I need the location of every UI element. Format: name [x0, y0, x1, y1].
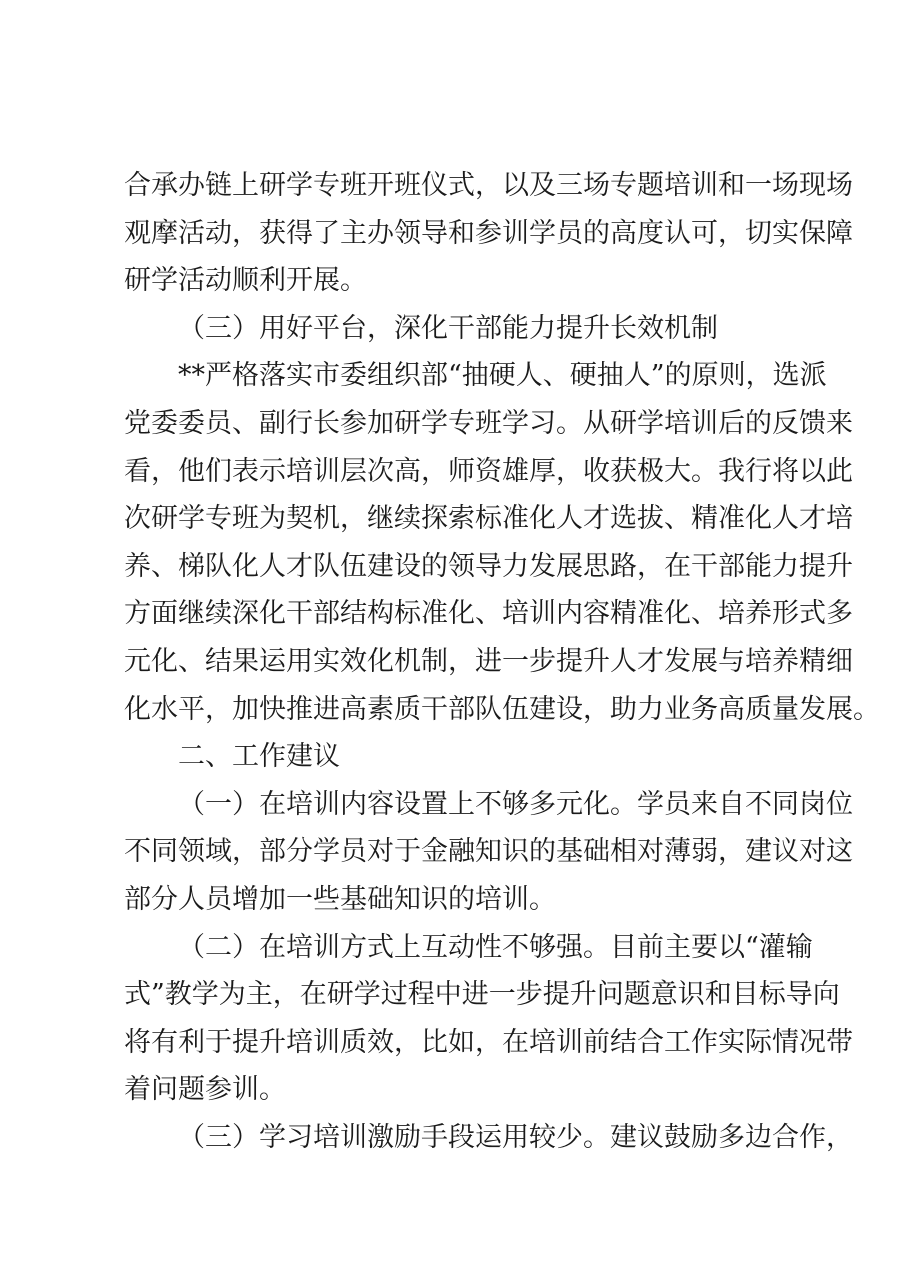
paragraph-line: 式”教学为主，在研学过程中进一步提升问题意识和目标导向 [124, 979, 840, 1011]
section-heading: 二、工作建议 [178, 741, 340, 773]
paragraph-line: （二）在培训方式上互动性不够强。目前主要以“灌输 [178, 931, 813, 963]
paragraph-line: 党委委员、副行长参加研学专班学习。从研学培训后的反馈来 [124, 407, 853, 439]
paragraph-line: 将有利于提升培训质效，比如，在培训前结合工作实际情况带 [124, 1026, 853, 1058]
paragraph-line: 次研学专班为契机，继续探索标准化人才选拔、精准化人才培 [124, 503, 853, 535]
document-body [124, 162, 880, 1161]
paragraph-line: 看，他们表示培训层次高，师资雄厚，收获极大。我行将以此 [124, 455, 853, 487]
paragraph-line: **严格落实市委组织部“抽硬人、硬抽人”的原则，选派 [178, 360, 827, 392]
paragraph-line: 合承办链上研学专班开班仪式，以及三场专题培训和一场现场 [124, 170, 853, 201]
paragraph-line: （三）学习培训激励手段运用较少。建议鼓励多边合作， [178, 1121, 853, 1153]
paragraph-line: （一）在培训内容设置上不够多元化。学员来自不同岗位 [178, 788, 853, 820]
section-heading: （三）用好平台，深化干部能力提升长效机制 [178, 312, 718, 344]
paragraph-line: 元化、结果运用实效化机制，进一步提升人才发展与培养精细 [124, 645, 853, 677]
paragraph-line: 研学活动顺利开展。 [124, 265, 367, 297]
paragraph-line: 化水平，加快推进高素质干部队伍建设，助力业务高质量发展。 [124, 693, 880, 725]
paragraph-line: 养、梯队化人才队伍建设的领导力发展思路，在干部能力提升 [124, 550, 853, 582]
paragraph-line: 部分人员增加一些基础知识的培训。 [124, 883, 556, 915]
paragraph-line: 不同领域，部分学员对于金融知识的基础相对薄弱，建议对这 [124, 836, 853, 868]
paragraph-line: 方面继续深化干部结构标准化、培训内容精准化、培养形式多 [124, 598, 853, 630]
paragraph-line: 观摩活动，获得了主办领导和参训学员的高度认可，切实保障 [124, 217, 853, 249]
paragraph-line: 着问题参训。 [124, 1074, 286, 1106]
